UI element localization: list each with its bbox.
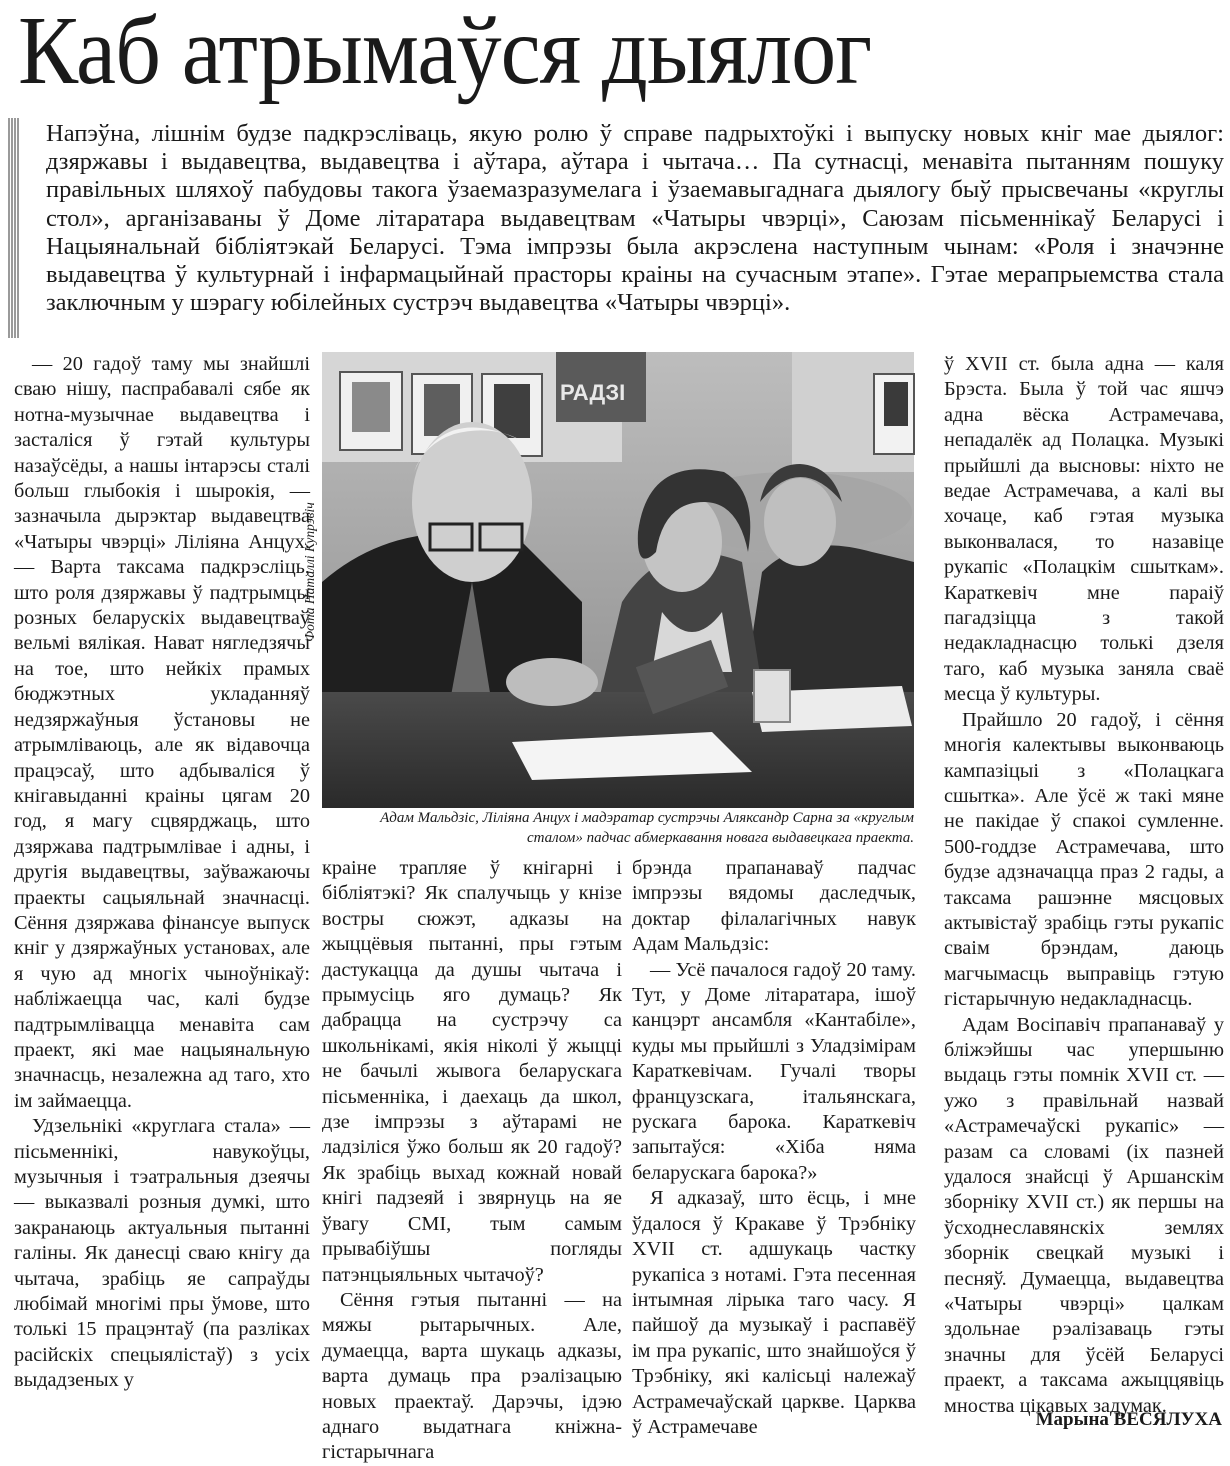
paragraph: Прайшло 20 гадоў, і сёння многія калектывы выконваюць кампазіцыі з «Полацкага сшытка». Але ўсё ж такі мяне не пакідае ў спакоі сумленне. 500-годдзе Астрамечава, што будзе адзначацца праз 2 гады, а таксама рашэнне мясцовых актывістаў зрабіць гэты рукапіс сваім брэндам, даюць магчымасць выправіць гэтую гістарычную недакладнасць. bbox=[944, 708, 1224, 1011]
lead-decorative-bar bbox=[8, 118, 20, 338]
paragraph: Удзельнікі «круглага стала» — пісьменнікі, навукоўцы, музычныя і тэатральныя дзеячы — выказвалі розныя думкі, што закранаюць актуальныя пытанні галіны. Як данесці сваю кнігу да чытача, зрабіць яе сапраўды любімай многімі пры ўмове, што толькі 15 працэнтаў (па разліках расійскіх спецыялістаў) з усіх выдадзеных у bbox=[14, 1115, 310, 1392]
paragraph: краіне трапляе ў кнігарні і бібліятэкі? Як спалучыць у кнізе востры сюжэт, адказы на жыццёвыя пытанні, пры гэтым дастукацца да душы чытача і прымусіць яго думаць? Як дабрацца на сустрэчу са школьнікамі, якія ніколі ў жыцці не бачылі жывога беларускага пісьменніка, і даехаць да школ, дзе імпрэзы з аўтарамі не ладзіліся ўжо больш як 20 гадоў? Як зрабіць выхад кожнай новай кнігі падзеяй і звярнуць на яе ўвагу СМІ, тым самым прывабіўшы погляды патэнцыяльных чытачоў? bbox=[322, 857, 622, 1286]
paragraph: — Усё пачалося гадоў 20 таму. Тут, у Доме літаратара, ішоў канцэрт ансамбля «Кантабіле», куды мы прыйшлі з Уладзімірам Караткевічам. Гучалі творы французскага, італьянскага, рускага барока. Караткевіч запытаўся: «Хіба няма беларускага барока?» bbox=[632, 958, 916, 1184]
article-photo bbox=[322, 352, 914, 808]
text-column-2 bbox=[322, 856, 622, 1464]
photo-illustration bbox=[322, 352, 914, 808]
lead-paragraph: Напэўна, лішнім будзе падкрэсліваць, якую ролю ў справе падрыхтоўкі і выпуску новых кніг мае дыялог: дзяржавы і выдавецтва, выдавецтва і аўтара, аўтара і чытача… Па сутнасці, менавіта пытанням пошуку правільных шляхоў пабудовы такога ўзаемазразумелага і ўзаемавыгаднага дыялогу быў прысвечаны «круглы стол», арганізаваны ў Доме літаратара выдавецтвам «Чатыры чвэрці», Саюзам пісьменнікаў Беларусі і Нацыянальнай бібліятэкай Беларусі. Тэма імпрэзы была акрэслена наступным чынам: «Роля і значэнне выдавецтва ў культурнай і інфармацыйнай прасторы краіны на сучасным этапе». Гэтае мерапрыемства стала заключным у шэрагу юбілейных сустрэч выдавецтва «Чатыры чвэрці». bbox=[46, 120, 1224, 317]
paragraph: Адам Восіпавіч прапанаваў у бліжэйшы час упершыню выдаць гэты помнік XVII ст. — ужо з правільнай назвай «Астрамечаўскі рукапіс» — разам са словамі (іх пазней удалося знайсці ў Аршанскім зборніку XVII ст.) як першы на ўсходнеславянскіх землях зборнік свецкай музыкі і песняў. Думаецца, выдавецтва «Чатыры чвэрці» цалкам здольнае рэалізаваць гэты значны для ўсёй Беларусі праект, а таксама ажыццявіць мноства цікавых задумак. bbox=[944, 1013, 1224, 1417]
paragraph: брэнда прапанаваў падчас імпрэзы вядомы даследчык, доктар філалагічных навук Адам Мальдзіс: bbox=[632, 857, 916, 956]
text-column-3 bbox=[632, 856, 916, 1438]
paragraph: ў XVII ст. была адна — каля Брэста. Была ў той час яшчэ адна вёска Астрамечава, непадалёк ад Полацка. Музыкі прыйшлі да высновы: ніхто не ведае Астрамечава, а калі вы хочаце, каб гэтая музыка выконвалася, то назавіце рукапіс «Полацкім сшыткам». Караткевіч мне параіў пагадзіцца з такой недакладнасцю толькі дзеля таго, каб музыка заняла сваё месца ў культуры. bbox=[944, 353, 1224, 706]
paragraph: — 20 гадоў таму мы знайшлі сваю нішу, паспрабавалі сябе як нотна-музычнае выдавецтва і засталіся ў гэтай культуры назаўсёды, а нашы інтарэсы сталі больш глыбокія і шырокія, — зазначыла дырэктар выдавецтва «Чатыры чвэрці» Ліліяна Анцух. — Варта таксама падкрэсліць, што роля дзяржавы ў падтрымцы розных беларускіх выдавецтваў вельмі вялікая. Нават нягледзячы на тое, што нейкіх прамых бюджэтных укладанняў недзяржаўныя ўстановы не атрымліваюць, але як відавочца працэсаў, што адбываліся ў кнігавыданні краіны цягам 20 год, я магу сцвярджаць, што дзяржава падтрымлівае і адны, і другія выдавецтвы, заўважаючы праекты сацыяльнай значнасці. Сёння дзяржава фінансуе выпуск кніг у дзяржаўных установах, але я чую ад многіх чыноўнікаў: набліжаецца час, калі будзе падтрымлівацца менавіта сам праект, які мае нацыянальную значнасць, незалежна ад таго, хто ім займаецца. bbox=[14, 353, 310, 1112]
text-column-4 bbox=[944, 352, 1224, 1417]
paragraph: Сёння гэтыя пытанні — на мяжы рытарычных. Але, думаецца, варта шукаць адказы, варта думаць пра рэалізацыю новых праектаў. Дарэчы, ідэю аднаго выдатнага кніжна-гістарычнага bbox=[322, 1288, 622, 1464]
text-column-1 bbox=[14, 352, 310, 1434]
author-byline: Марына ВЕСЯЛУХА bbox=[1035, 1409, 1222, 1430]
photo-caption: Адам Мальдзіс, Ліліяна Анцух і мадэратар сустрэчы Аляксандр Сарна за «круглым сталом» падчас абмеркавання новага выдавецкага праекта. bbox=[380, 810, 914, 846]
photo-credit-text: Фота Наталлі Купрэвіч bbox=[302, 502, 317, 642]
paragraph: Я адказаў, што ёсць, і мне ўдалося ў Кракаве ў Трэбніку XVII ст. адшукаць частку рукапіса з нотамі. Гэта песенная інтымная лірыка таго часу. Я пайшоў да музыкаў і распавёў ім пра рукапіс, што знайшоўся ў Трэбніку, які калісьці належаў Астрамечаўскай царкве. Царква ў Астрамечаве bbox=[632, 1187, 916, 1438]
headline: Каб атрымаўся дыялог bbox=[18, 0, 872, 105]
photo-banner-text: РАДЗІ bbox=[560, 380, 626, 405]
photo-credit bbox=[296, 352, 324, 792]
